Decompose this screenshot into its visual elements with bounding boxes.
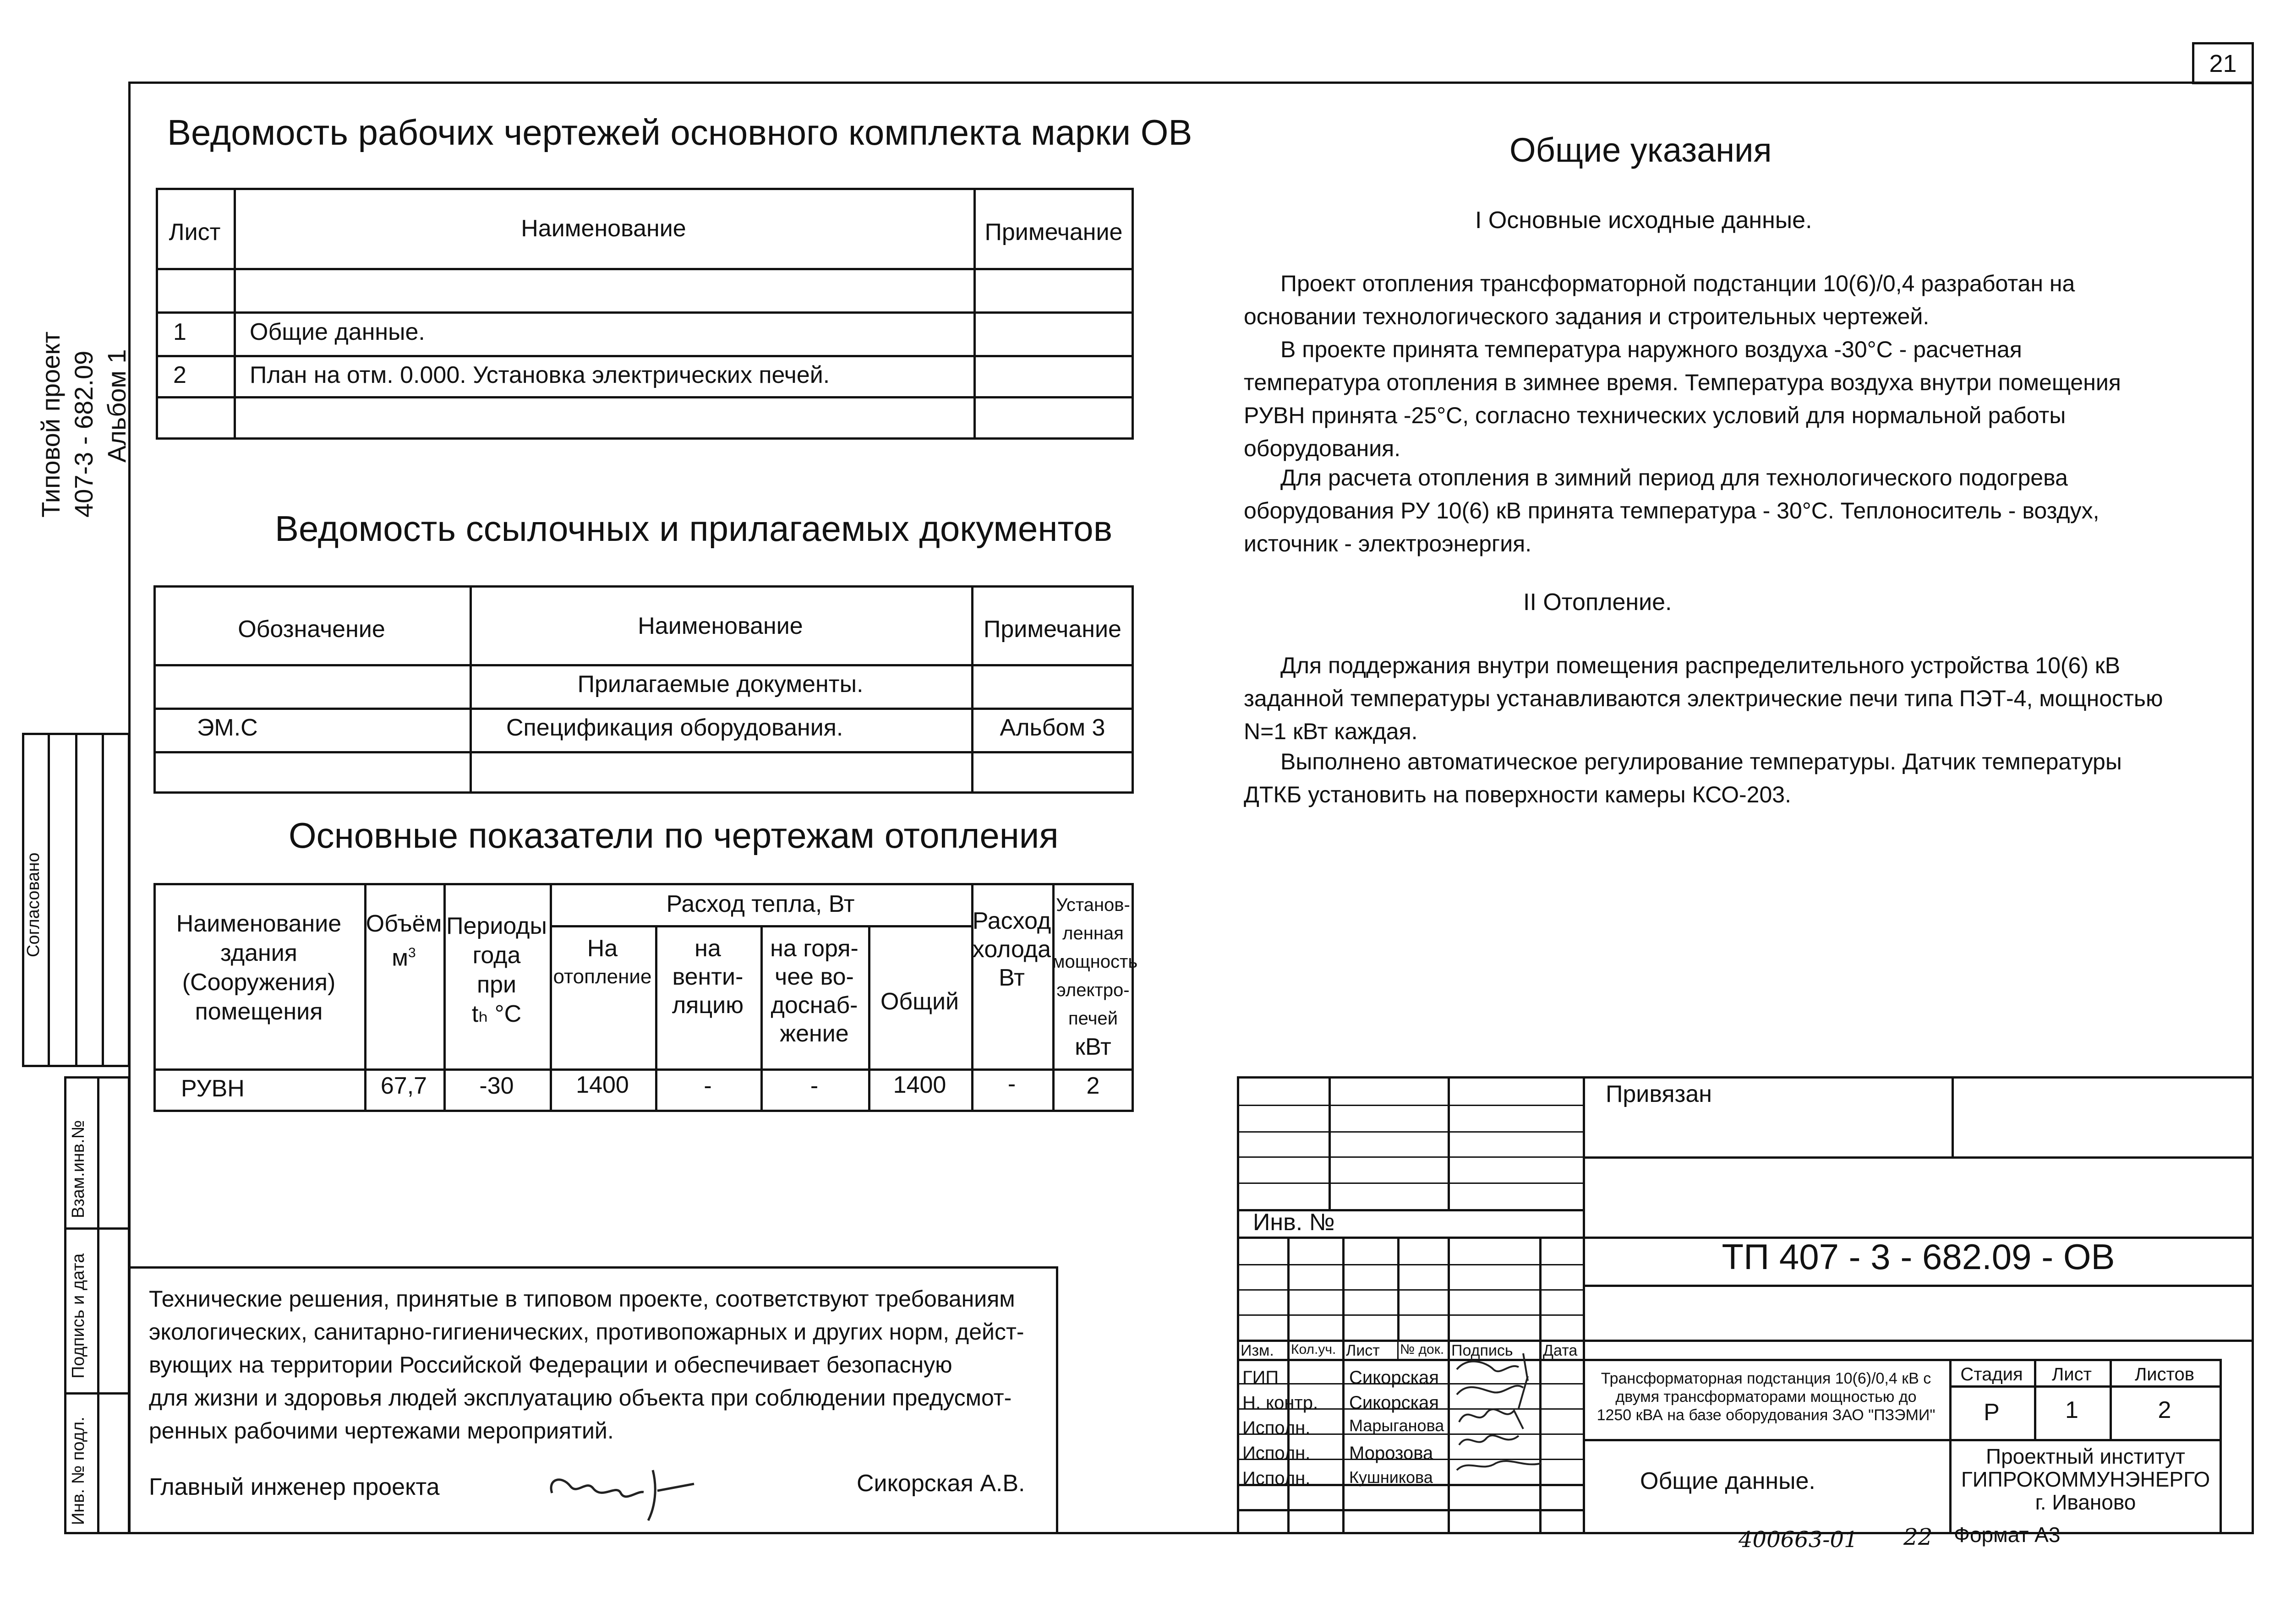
indicators-title: Основные показатели по чертежам отопления xyxy=(289,815,1059,856)
drawings-row2-sheet: 2 xyxy=(173,362,186,388)
ind-h-heating: На отопление xyxy=(553,935,652,988)
side-project-line1: Типовой проект xyxy=(36,331,65,518)
chief-engineer-label: Главный инженер проекта xyxy=(149,1474,440,1500)
sign-date-label: Подпись и дата xyxy=(69,1253,88,1379)
drawings-row2-name: План на отм. 0.000. Установка электрических печей. xyxy=(250,362,830,388)
general-section2: II Отопление. xyxy=(1523,589,1672,616)
name-2: Сикорская xyxy=(1349,1393,1439,1413)
sheets-value: 2 xyxy=(2158,1397,2171,1423)
col-head-signature: Подпись xyxy=(1451,1342,1513,1359)
ref-col-name: Наименование xyxy=(638,613,803,639)
ref-section: Прилагаемые документы. xyxy=(577,671,864,698)
drawings-col-note: Примечание xyxy=(984,219,1123,245)
general-p4: Для поддержания внутри помещения распределительного устройства 10(6) кВ заданной температуры устанавливаются электрические печи типа ПЭТ-4, мощностью N=1 кВт каждая. xyxy=(1244,653,2163,744)
general-title: Общие указания xyxy=(1509,131,1772,169)
sheet-label: Лист xyxy=(2052,1364,2092,1384)
reference-docs-title: Ведомость ссылочных и прилагаемых документов xyxy=(275,508,1113,549)
drawings-col-sheet: Лист xyxy=(169,219,221,245)
name-5: Кушникова xyxy=(1349,1468,1433,1487)
role-3: Исполн. xyxy=(1242,1418,1311,1438)
stage-value: Р xyxy=(1984,1399,2000,1426)
sheets-label: Листов xyxy=(2135,1364,2194,1384)
ind-h-volume: Объём $м^3$ xyxy=(366,910,442,971)
title-block-signatures xyxy=(1450,1349,1587,1500)
general-section1: I Основные исходные данные. xyxy=(1475,207,1812,234)
chief-engineer-name: Сикорская А.В. xyxy=(857,1470,1025,1497)
chief-signature xyxy=(543,1452,735,1530)
drawings-col-name: Наименование xyxy=(521,215,686,242)
sheet-number: 21 xyxy=(2209,50,2237,77)
ind-row-period: -30 xyxy=(479,1073,514,1099)
col-head-date: Дата xyxy=(1543,1342,1578,1359)
ind-h-ventilation: на венти- ляцию xyxy=(672,935,744,1019)
ind-row-volume: 67,7 xyxy=(380,1073,427,1099)
drawings-list-title: Ведомость рабочих чертежей основного комплекта марки ОВ xyxy=(167,112,1192,153)
inventory-stamp-sheet: 22 xyxy=(1903,1524,1933,1550)
ind-row-ventilation: - xyxy=(704,1073,712,1099)
general-p3: Для расчета отопления в зимний период для технологического подогрева оборудования РУ 10(6) кВ принята температура - 30°С. Теплоноситель - воздух, источник - электроэнергия. xyxy=(1244,465,2100,556)
ref-col-code: Обозначение xyxy=(238,616,385,643)
org-name: Проектный институт ГИПРОКОММУНЭНЕРГО г. Иваново xyxy=(1961,1444,2210,1514)
ind-h-heat: Расход тепла, Вт xyxy=(666,891,855,917)
ref-row1-name: Спецификация оборудования. xyxy=(506,714,843,741)
drawings-row1-sheet: 1 xyxy=(173,319,186,345)
name-1: Сикорская xyxy=(1349,1368,1439,1388)
drawing-name: Общие данные. xyxy=(1640,1468,1815,1494)
role-4: Исполн. xyxy=(1242,1443,1311,1463)
ref-col-note: Примечание xyxy=(984,616,1121,643)
ind-h-total: Общий xyxy=(880,988,959,1015)
stage-label: Стадия xyxy=(1960,1364,2023,1384)
swap-inv-label: Взам.инв.№ xyxy=(69,1120,88,1218)
ref-row1-note: Альбом 3 xyxy=(1000,714,1105,741)
notes-text: Технические решения, принятые в типовом проекте, соответствуют требованиям экологических, санитарно-гигиенических, противопожарных и других норм, дейст- вующих на территории Российской Федерации и обеспечивает безопасную для жизни и здоровья людей эксплуатацию объекта при соблюдении предусмот- ренных рабочими чертежами мероприятий. xyxy=(149,1286,1024,1444)
col-head-change: Изм. xyxy=(1241,1342,1274,1359)
general-p2: В проекте принята температура наружного воздуха -30°С - расчетная температура отопления в зимнее время. Температура воздуха внутри помещения РУВН принята -25°С, согласно технических условий для нормальной работы оборудования. xyxy=(1244,337,2121,461)
side-project-line2: 407-3 - 682.09 xyxy=(69,350,98,518)
col-head-count: Кол.уч. xyxy=(1291,1342,1336,1357)
ind-row-cold: - xyxy=(1007,1071,1016,1097)
format-label: Формат А3 xyxy=(1954,1523,2061,1547)
inv-orig-label: Инв. № подл. xyxy=(69,1417,88,1525)
ind-row-heating: 1400 xyxy=(576,1072,629,1098)
side-project-line3: Альбом 1 xyxy=(102,349,131,463)
role-5: Исполн. xyxy=(1242,1468,1311,1488)
ind-h-hotwater: на горя- чее во- доснаб- жение xyxy=(770,935,858,1047)
col-head-sheet: Лист xyxy=(1346,1342,1380,1359)
sheet-value: 1 xyxy=(2065,1397,2078,1423)
inventory-stamp-number: 400663-01 xyxy=(1739,1527,1858,1553)
ind-row-name: РУВН xyxy=(181,1075,245,1102)
col-head-doc: № док. xyxy=(1400,1342,1444,1357)
name-3: Марыганова xyxy=(1349,1416,1444,1435)
role-1: ГИП xyxy=(1242,1368,1279,1388)
inv-no-label: Инв. № xyxy=(1253,1209,1335,1236)
ind-h-power: Установ- ленная мощность электро- печей кВт xyxy=(1052,895,1138,1060)
object-description: Трансформаторная подстанция 10(6)/0,4 кВ с двумя трансформаторами мощностью до 1250 кВА на базе оборудования ЗАО "ПЗЭМИ" xyxy=(1597,1370,1936,1424)
role-2: Н. контр. xyxy=(1242,1393,1318,1413)
ind-row-power: 2 xyxy=(1086,1073,1100,1099)
general-p5: Выполнено автоматическое регулирование температуры. Датчик температуры ДТКБ установить на поверхности камеры КСО-203. xyxy=(1244,749,2122,807)
ref-row1-code: ЭМ.С xyxy=(197,714,258,741)
ind-h-name: Наименование здания (Сооружения) помещения xyxy=(176,910,342,1025)
ind-h-period: Периоды года при tₕ °C xyxy=(446,913,547,1027)
drawings-row1-name: Общие данные. xyxy=(250,319,425,345)
ind-h-cold: Расход холода Вт xyxy=(972,908,1051,991)
name-4: Морозова xyxy=(1349,1443,1433,1463)
doc-code: ТП 407 - 3 - 682.09 - ОВ xyxy=(1722,1237,2115,1277)
general-p1: Проект отопления трансформаторной подстанции 10(6)/0,4 разработан на основании технологического задания и строительных чертежей. xyxy=(1244,271,2075,329)
bound-label: Привязан xyxy=(1606,1081,1712,1107)
agreed-label: Согласовано xyxy=(24,852,43,957)
ind-row-total: 1400 xyxy=(893,1072,946,1098)
ind-row-hotwater: - xyxy=(810,1073,819,1099)
